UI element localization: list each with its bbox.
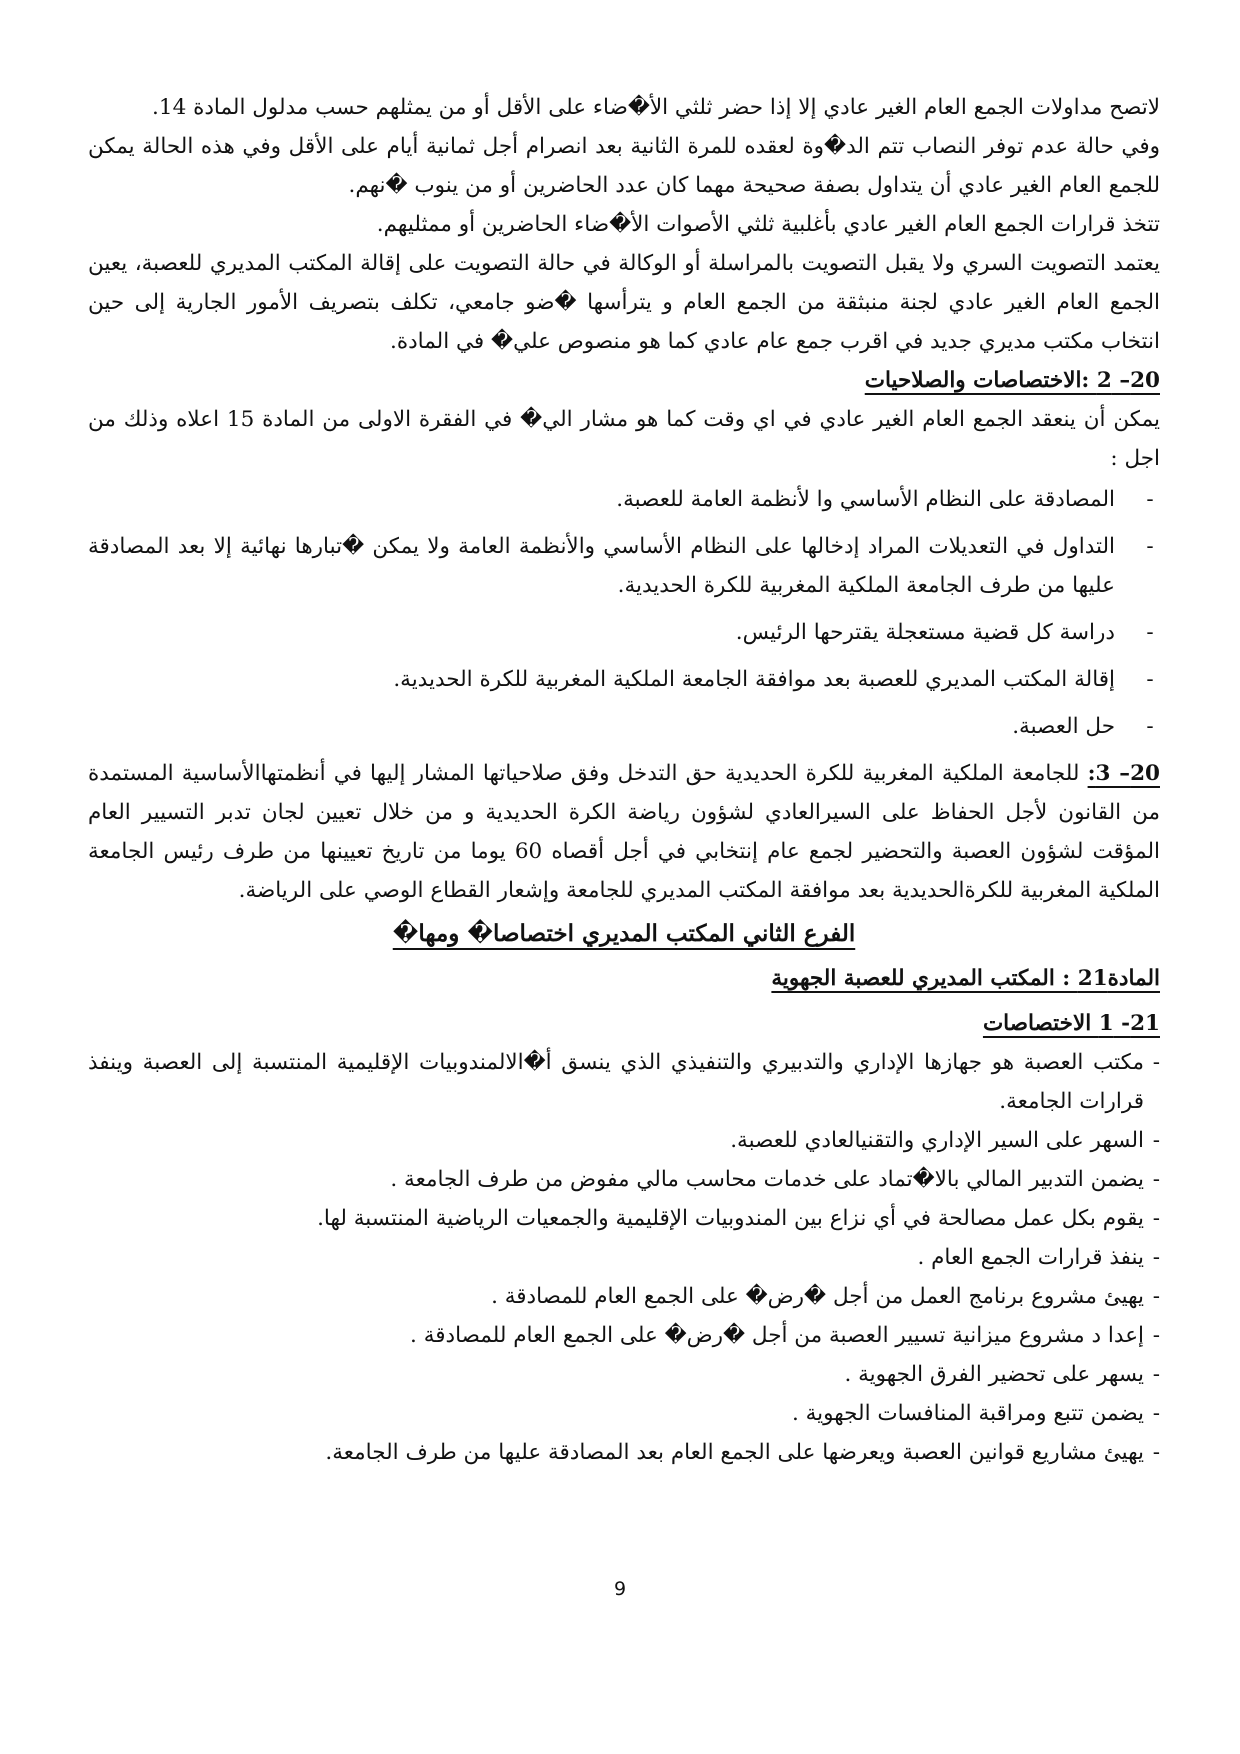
dash-bullet: - xyxy=(1152,1245,1160,1270)
list-item-text: حل العصبة. xyxy=(1012,714,1115,739)
paragraph: يعتمد التصويت السري ولا يقبل التصويت بالمراسلة أو الوكالة في حالة التصويت على إقالة المكتب المديري للعصبة، يعين الجمع العام الغير عادي لجنة منبثقة من الجمع العام و يترأسها �ضو جامعي، تكلف بتصريف الأمور الجارية إلى حين انتخاب مكتب مديري جديد في اقرب جمع عام عادي كما هو منصوص علي� في المادة. xyxy=(88,251,1160,354)
document-body xyxy=(88,88,1160,1472)
list-item xyxy=(88,1238,1160,1277)
dash-bullet: - xyxy=(1152,1050,1160,1075)
dash-bullet: - xyxy=(1152,1128,1160,1153)
list-item xyxy=(88,527,1160,605)
list-item-text: يهيئ مشاريع قوانين العصبة ويعرضها على الجمع العام بعد المصادقة عليها من طرف الجامعة. xyxy=(325,1440,1144,1465)
dash-bullet: - xyxy=(1146,487,1154,512)
list-item xyxy=(88,1277,1160,1316)
list-20-2 xyxy=(88,480,1160,746)
section-title: الفرع الثاني المكتب المديري اختصاصا� ومها� xyxy=(392,920,856,947)
heading-21-1: 21- 1 الاختصاصات xyxy=(982,1011,1160,1036)
dash-bullet: - xyxy=(1152,1440,1160,1465)
dash-bullet: - xyxy=(1152,1284,1160,1309)
dash-bullet: - xyxy=(1146,714,1154,739)
list-item-text: يضمن تتبع ومراقبة المنافسات الجهوية . xyxy=(791,1401,1144,1426)
list-item-text: دراسة كل قضية مستعجلة يقترحها الرئيس. xyxy=(735,620,1115,645)
list-item xyxy=(88,1316,1160,1355)
dash-bullet: - xyxy=(1152,1323,1160,1348)
dash-bullet: - xyxy=(1146,534,1154,559)
dash-bullet: - xyxy=(1152,1206,1160,1231)
list-item-text: المصادقة على النظام الأساسي وا لأنظمة العامة للعصبة. xyxy=(616,487,1115,512)
paragraph-20-3-text: للجامعة الملكية المغربية للكرة الحديدية حق التدخل وفق صلاحياتها المشار إليها في أنظمتهاالأساسية المستمدة من القانون لأجل الحفاظ على السيرالعادي لشؤون رياضة الكرة الحديدية و من خلال تعيين لجان تدبر التسيير العام المؤقت لشؤون العصبة والتحضير لجمع عام إنتخابي في أجل أقصاه 60 يوما من تاريخ تعيينها من طرف رئيس الجامعة الملكية المغربية للكرةالحديدية بعد موافقة المكتب المديري للجامعة وإشعار القطاع الوصي على الرياضة. xyxy=(88,761,1160,903)
dash-bullet: - xyxy=(1146,667,1154,692)
list-item xyxy=(88,480,1160,519)
list-item-text: يهيئ مشروع برنامج العمل من أجل �رض� على الجمع العام للمصادقة . xyxy=(491,1284,1144,1309)
list-item xyxy=(88,613,1160,652)
list-21-1 xyxy=(88,1043,1160,1472)
paragraph: تتخذ قرارات الجمع العام الغير عادي بأغلبية ثلثي الأصوات الأ�ضاء الحاضرين أو ممثليهم. xyxy=(376,212,1160,237)
list-item xyxy=(88,1160,1160,1199)
list-item xyxy=(88,1199,1160,1238)
dash-bullet: - xyxy=(1152,1362,1160,1387)
list-item-text: يضمن التدبير المالي بالا�تماد على خدمات محاسب مالي مفوض من طرف الجامعة . xyxy=(390,1167,1144,1192)
paragraph: لاتصح مداولات الجمع العام الغير عادي إلا إذا حضر ثلثي الأ�ضاء على الأقل أو من يمثلهم حسب مدلول المادة 14. xyxy=(152,95,1160,120)
list-item-text: مكتب العصبة هو جهازها الإداري والتدبيري والتنفيذي الذي ينسق أ�الالمندوبيات الإقليمية المنتسبة إلى العصبة وينفذ قرارات الجامعة. xyxy=(88,1050,1144,1114)
list-item-text: السهر على السير الإداري والتقنيالعادي للعصبة. xyxy=(730,1128,1144,1153)
list-item xyxy=(88,660,1160,699)
dash-bullet: - xyxy=(1152,1401,1160,1426)
list-item-text: يسهر على تحضير الفرق الجهوية . xyxy=(844,1362,1144,1387)
list-item xyxy=(88,1394,1160,1433)
list-item xyxy=(88,707,1160,746)
heading-20-2: 20– 2 :الاختصاصات والصلاحيات xyxy=(864,368,1160,393)
list-item-text: إعدا د مشروع ميزانية تسيير العصبة من أجل �رض� على الجمع العام للمصادقة . xyxy=(410,1323,1144,1348)
page-number: 9 xyxy=(613,1578,627,1600)
list-item-text: ينفذ قرارات الجمع العام . xyxy=(917,1245,1144,1270)
list-item xyxy=(88,1433,1160,1472)
paragraph-20-3 xyxy=(88,754,1160,910)
paragraph: وفي حالة عدم توفر النصاب تتم الد�وة لعقده للمرة الثانية بعد انصرام أجل ثمانية أيام على الأقل وفي هذه الحالة يمكن للجمع العام الغير عادي أن يتداول بصفة صحيحة مهما كان عدد الحاضرين أو من ينوب �نهم. xyxy=(88,134,1160,198)
list-item xyxy=(88,1355,1160,1394)
list-item xyxy=(88,1121,1160,1160)
intro-20-2: يمكن أن ينعقد الجمع العام الغير عادي في اي وقت كما هو مشار الي� في الفقرة الاولى من المادة 15 اعلاه وذلك من اجل : xyxy=(88,407,1160,471)
dash-bullet: - xyxy=(1152,1167,1160,1192)
list-item xyxy=(88,1043,1160,1121)
list-item-text: يقوم بكل عمل مصالحة في أي نزاع بين المندوبيات الإقليمية والجمعيات الرياضية المنتسبة لها. xyxy=(317,1206,1144,1231)
dash-bullet: - xyxy=(1146,620,1154,645)
label-20-3: 20– 3: xyxy=(1087,761,1160,786)
article-21-title: المادة21 : المكتب المديري للعصبة الجهوية xyxy=(771,966,1160,991)
list-item-text: التداول في التعديلات المراد إدخالها على النظام الأساسي والأنظمة العامة ولا يمكن �تبارها نهائية إلا بعد المصادقة عليها من طرف الجامعة الملكية المغربية للكرة الحديدية. xyxy=(88,534,1115,598)
list-item-text: إقالة المكتب المديري للعصبة بعد موافقة الجامعة الملكية المغربية للكرة الحديدية. xyxy=(393,667,1115,692)
